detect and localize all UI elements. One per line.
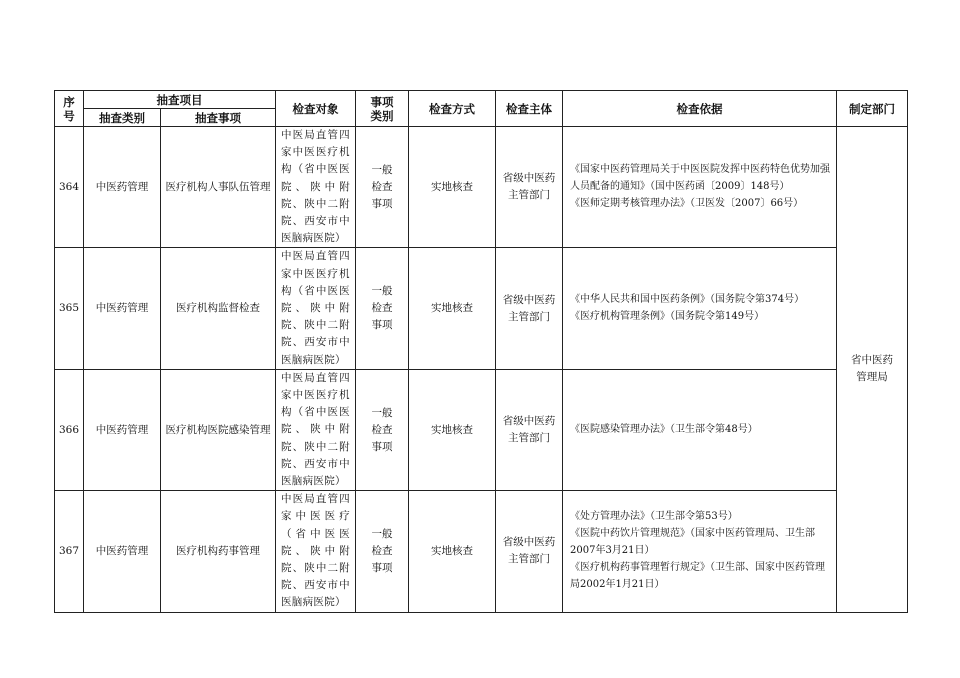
table-row [55, 369, 908, 490]
row-item: 医疗机构人事队伍管理 [161, 127, 276, 248]
row-item: 医疗机构药事管理 [161, 491, 276, 612]
basis-line: 《处方管理办法》（卫生部令第53号） [570, 511, 738, 523]
row-type: 一般检查事项 [356, 248, 409, 369]
basis-line: 《医疗机构管理条例》（国务院令第149号） [570, 310, 765, 322]
basis-line: 《国家中医药管理局关于中医医院发挥中医药特色优势加强人员配备的通知》（国中医药函〔2009〕148号） [570, 164, 830, 192]
row-method: 实地核查 [409, 248, 496, 369]
basis-line: 《医疗机构药事管理暂行规定》（卫生部、国家中医药管理局2002年1月21日） [570, 561, 825, 590]
row-basis [563, 369, 837, 490]
header-type: 事项类别 [356, 91, 409, 127]
inspection-table [54, 90, 908, 613]
row-seq: 364 [55, 127, 84, 248]
header-subject: 检查主体 [496, 91, 563, 127]
row-category: 中医药管理 [84, 248, 161, 369]
row-object: 中医局直管四家中医医疗机构（省中医医院、陕中附院、陕中二附院、西安市中医脑病医院） [276, 127, 356, 248]
basis-line: 《医院感染管理办法》（卫生部令第48号） [570, 423, 758, 435]
row-object: 中医局直管四家中医医疗机构（省中医医院、陕中附院、陕中二附院、西安市中医脑病医院） [276, 369, 356, 490]
row-type: 一般检查事项 [356, 369, 409, 490]
row-category: 中医药管理 [84, 127, 161, 248]
basis-line: 《中华人民共和国中医药条例》（国务院令第374号） [570, 293, 805, 305]
row-item: 医疗机构医院感染管理 [161, 369, 276, 490]
row-subject: 省级中医药主管部门 [496, 248, 563, 369]
header-project-group: 抽查项目 [84, 91, 276, 109]
row-method: 实地核查 [409, 491, 496, 612]
header-object: 检查对象 [276, 91, 356, 127]
row-method: 实地核查 [409, 127, 496, 248]
row-basis [563, 127, 837, 248]
row-object: 中医局直管四家中医医疗（省中医医院、陕中附院、陕中二附院、西安市中医脑病医院） [276, 491, 356, 612]
row-object: 中医局直管四家中医医疗机构（省中医医院、陕中附院、陕中二附院、西安市中医脑病医院） [276, 248, 356, 369]
table-row [55, 127, 908, 248]
basis-line: 《医院中药饮片管理规范》（国家中医药管理局、卫生部2007年3月21日） [570, 528, 815, 557]
header-basis: 检查依据 [563, 91, 837, 127]
row-seq: 365 [55, 248, 84, 369]
row-type: 一般检查事项 [356, 127, 409, 248]
row-subject: 省级中医药主管部门 [496, 491, 563, 612]
table-row [55, 248, 908, 369]
header-item: 抽查事项 [161, 109, 276, 127]
row-category: 中医药管理 [84, 491, 161, 612]
header-method: 检查方式 [409, 91, 496, 127]
basis-line: 《医师定期考核管理办法》（卫医发〔2007〕66号） [570, 197, 804, 209]
header-dept: 制定部门 [837, 91, 908, 127]
row-method: 实地核查 [409, 369, 496, 490]
row-item: 医疗机构监督检查 [161, 248, 276, 369]
header-seq: 序号 [55, 91, 84, 127]
row-basis [563, 248, 837, 369]
header-category: 抽查类别 [84, 109, 161, 127]
row-seq: 366 [55, 369, 84, 490]
row-type: 一般检查事项 [356, 491, 409, 612]
row-category: 中医药管理 [84, 369, 161, 490]
table-row [55, 491, 908, 612]
row-basis [563, 491, 837, 612]
row-seq: 367 [55, 491, 84, 612]
dept-cell: 省中医药管理局 [837, 127, 908, 613]
row-subject: 省级中医药主管部门 [496, 127, 563, 248]
row-subject: 省级中医药主管部门 [496, 369, 563, 490]
